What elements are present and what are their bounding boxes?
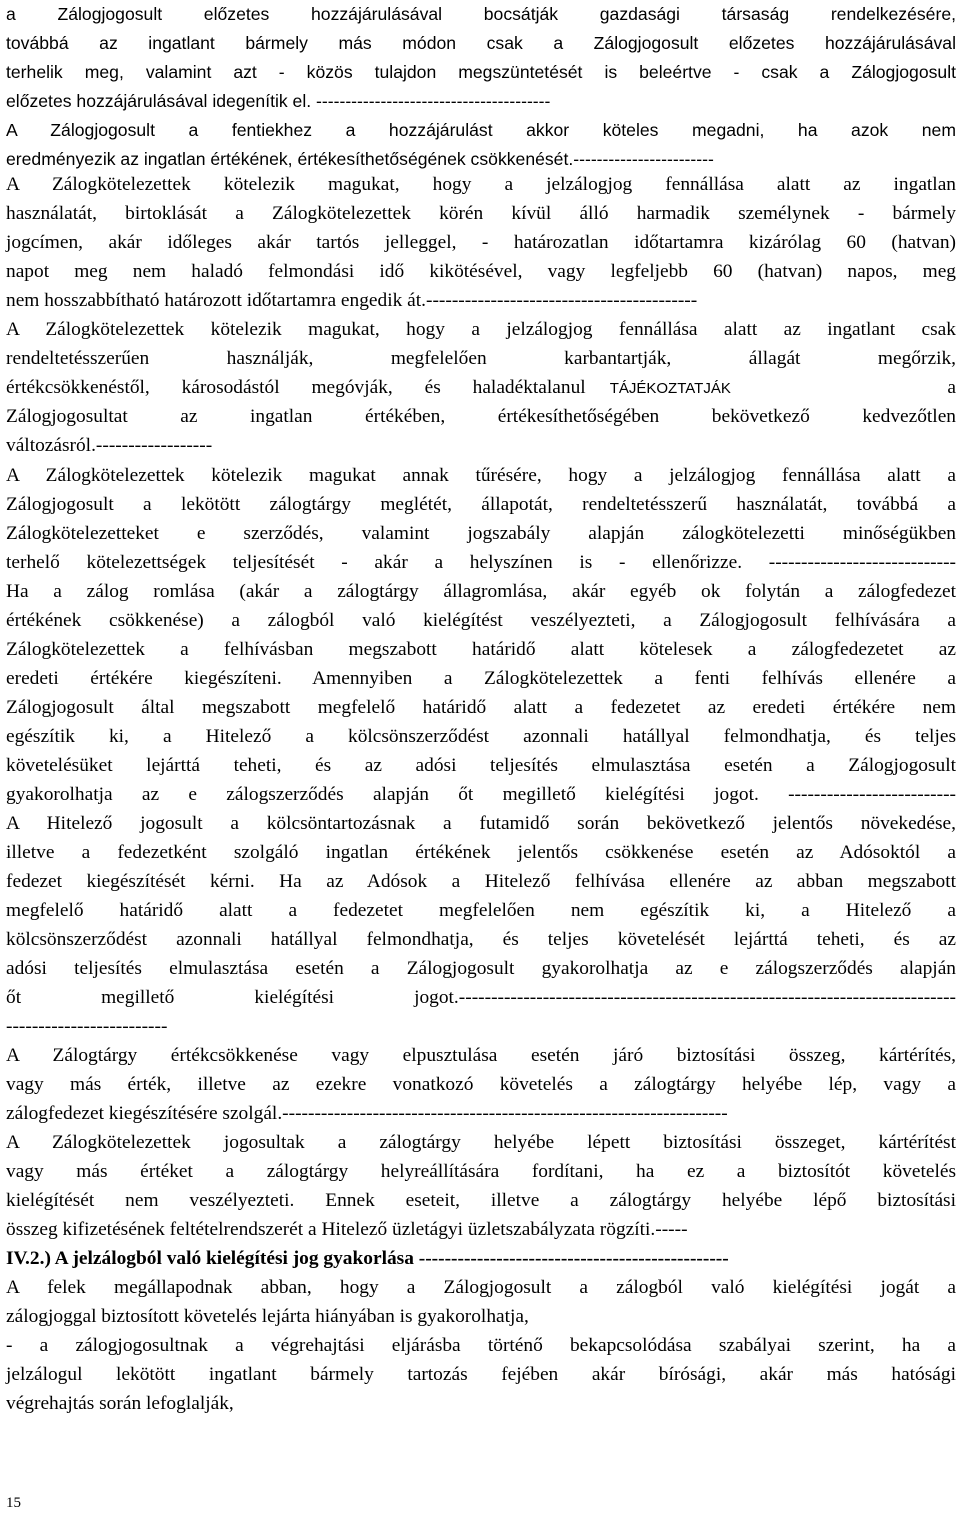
text-line: továbbá az ingatlant bármely más módon csak a Zálogjogosult előzetes hozzájárulásával bbox=[6, 33, 956, 53]
text-line: A Zálogjogosult a fentiekhez a hozzájárulást akkor köteles megadni, ha azok nem bbox=[6, 120, 956, 140]
text-line: egészítik ki, a Hitelező a kölcsönszerződést azonnali hatállyal felmondhatja, és teljes bbox=[6, 726, 956, 747]
text-line: jelzálogul lekötött ingatlant bármely tartozás fejében akár bírósági, akár más hatósági bbox=[6, 1364, 956, 1385]
text-segment: a bbox=[947, 377, 956, 398]
text-line: Zálogjogosult a lekötött zálogtárgy meglétét, állapotát, rendeltetésszerű használatát, továbbá a bbox=[6, 494, 956, 515]
text-line: Ha a zálog romlása (akár a zálogtárgy állagromlása, akár egyéb ok folytán a zálogfedezet bbox=[6, 581, 956, 602]
text-line: A Zálogkötelezettek jogosultak a zálogtárgy helyébe lépett biztosítási összeget, kártérítést bbox=[6, 1132, 956, 1153]
text-line: vagy más értéket a zálogtárgy helyreállítására fordítani, ha ez a biztosítót követelés bbox=[6, 1161, 956, 1182]
text-line: a Zálogjogosult előzetes hozzájárulásával bocsátják gazdasági társaság rendelkezésére, bbox=[6, 4, 956, 24]
text-segment: értékcsökkenéstől, károsodástól megóvják, és haladéktalanul bbox=[6, 377, 586, 398]
text-line-mixed bbox=[6, 373, 956, 402]
text-line: kielégítését nem veszélyezteti. Ennek eseteit, illetve a zálogtárgy helyébe lépő biztosítási bbox=[6, 1190, 956, 1211]
text-line: változásról.------------------ bbox=[6, 435, 213, 456]
text-line: kölcsönszerződést azonnali hatállyal felmondhatja, és teljes követelését lejárttá teheti, és az bbox=[6, 929, 956, 950]
text-line: fedezet kiegészítését kérni. Ha az Adósok a Hitelező felhívása ellenére az abban megszabott bbox=[6, 871, 956, 892]
text-line: zálogfedezet kiegészítésére szolgál.--------------------------------------------------------------------- bbox=[6, 1103, 728, 1124]
text-line: terhelő kötelezettségek teljesítését - akár a helyszínen is - ellenőrizze. ----------------------------- bbox=[6, 552, 956, 573]
text-line: adósi teljesítés elmulasztása esetén a Zálogjogosult gyakorolhatja az e zálogszerződés alapján bbox=[6, 958, 956, 979]
text-line: A Zálogtárgy értékcsökkenése vagy elpusztulása esetén járó biztosítási összeg, kártérítés, bbox=[6, 1045, 956, 1066]
text-line: megfelelő határidő alatt a fedezetet megfelelően nem egészítik ki, a Hitelező a bbox=[6, 900, 956, 921]
text-line: A Hitelező jogosult a kölcsöntartozásnak a futamidő során bekövetkező jelentős növekedése, bbox=[6, 813, 956, 834]
text-line: őt megillető kielégítési jogot.----------------------------------------------------------------------------- bbox=[6, 987, 956, 1008]
text-line: eredményezik az ingatlan értékének, értékesíthetőségének csökkenését.------------------------ bbox=[6, 149, 714, 169]
text-line: Zálogjogosult által megszabott megfelelő határidő alatt a fedezetet az eredeti értékére nem bbox=[6, 697, 956, 718]
text-line: használatát, birtoklását a Zálogkötelezettek körén kívül álló harmadik személynek - bármely bbox=[6, 203, 956, 224]
text-line: Zálogkötelezetteket e szerződés, valamint jogszabály alapján zálogkötelezetti minőségükben bbox=[6, 523, 956, 544]
text-line: A Zálogkötelezettek kötelezik magukat, hogy a jelzálogjog fennállása alatt az ingatlant csak bbox=[6, 319, 956, 340]
text-line: gyakorolhatja az e zálogszerződés alapján őt megillető kielégítési jogot. -------------------------- bbox=[6, 784, 956, 805]
text-line: napot meg nem haladó felmondási idő kikötésével, vagy legfeljebb 60 (hatvan) napos, meg bbox=[6, 261, 956, 282]
text-line: ------------------------- bbox=[6, 1016, 168, 1037]
page-number: 15 bbox=[6, 1495, 21, 1511]
text-line: Zálogjogosultat az ingatlan értékében, értékesíthetőségében bekövetkező kedvezőtlen bbox=[6, 406, 956, 427]
text-line: követelésüket lejárttá teheti, és az adósi teljesítés elmulasztása esetén a Zálogjogosult bbox=[6, 755, 956, 776]
text-line: A Zálogkötelezettek kötelezik magukat, hogy a jelzálogjog fennállása alatt az ingatlan bbox=[6, 174, 956, 195]
text-line: A felek megállapodnak abban, hogy a Zálogjogosult a zálogból való kielégítési jogát a bbox=[6, 1277, 956, 1298]
text-line: nem hosszabbítható határozott időtartamra engedik át.------------------------------------------ bbox=[6, 290, 698, 311]
text-line: rendeltetésszerűen használják, megfelelően karbantartják, állagát megőrzik, bbox=[6, 348, 956, 369]
text-line: összeg kifizetésének feltételrendszerét a Hitelező üzletágyi üzletszabályzata rögzíti.----- bbox=[6, 1219, 688, 1240]
text-line: - a zálogjogosultnak a végrehajtási eljárásba történő bekapcsolódása szabályai szerint, ha a bbox=[6, 1335, 956, 1356]
section-heading: IV.2.) A jelzálogból való kielégítési jog gyakorlása ------------------------------------------------ bbox=[6, 1248, 729, 1269]
text-line: terhelik meg, valamint azt - közös tulajdon megszüntetését is beleértve - csak a Zálogjogosult bbox=[6, 62, 956, 82]
text-line: eredeti értékére kiegészíteni. Amennyiben a Zálogkötelezettek a fenti felhívás ellenére a bbox=[6, 668, 956, 689]
text-line: vagy más érték, illetve az ezekre vonatkozó követelés a zálogtárgy helyébe lép, vagy a bbox=[6, 1074, 956, 1095]
inline-caps-word: TÁJÉKOZTATJÁK bbox=[609, 380, 731, 397]
text-line: értékének csökkenése) a zálogból való kielégítést veszélyezteti, a Zálogjogosult felhívására a bbox=[6, 610, 956, 631]
text-line: jogcímen, akár időleges akár tartós jelleggel, - határozatlan időtartamra kizárólag 60 (hatvan) bbox=[6, 232, 956, 253]
text-line: illetve a fedezetként szolgáló ingatlan értékének jelentős csökkenése esetén az Adósoktól a bbox=[6, 842, 956, 863]
text-line: zálogjoggal biztosított követelés lejárta hiányában is gyakorolhatja, bbox=[6, 1306, 529, 1327]
text-line: előzetes hozzájárulásával idegenítik el. ---------------------------------------- bbox=[6, 91, 551, 111]
text-line: Zálogkötelezettek a felhívásban megszabott határidő alatt kötelesek a zálogfedezetet az bbox=[6, 639, 956, 660]
text-line: A Zálogkötelezettek kötelezik magukat annak tűrésére, hogy a jelzálogjog fennállása alatt a bbox=[6, 465, 956, 486]
text-line: végrehajtás során lefoglalják, bbox=[6, 1393, 234, 1414]
